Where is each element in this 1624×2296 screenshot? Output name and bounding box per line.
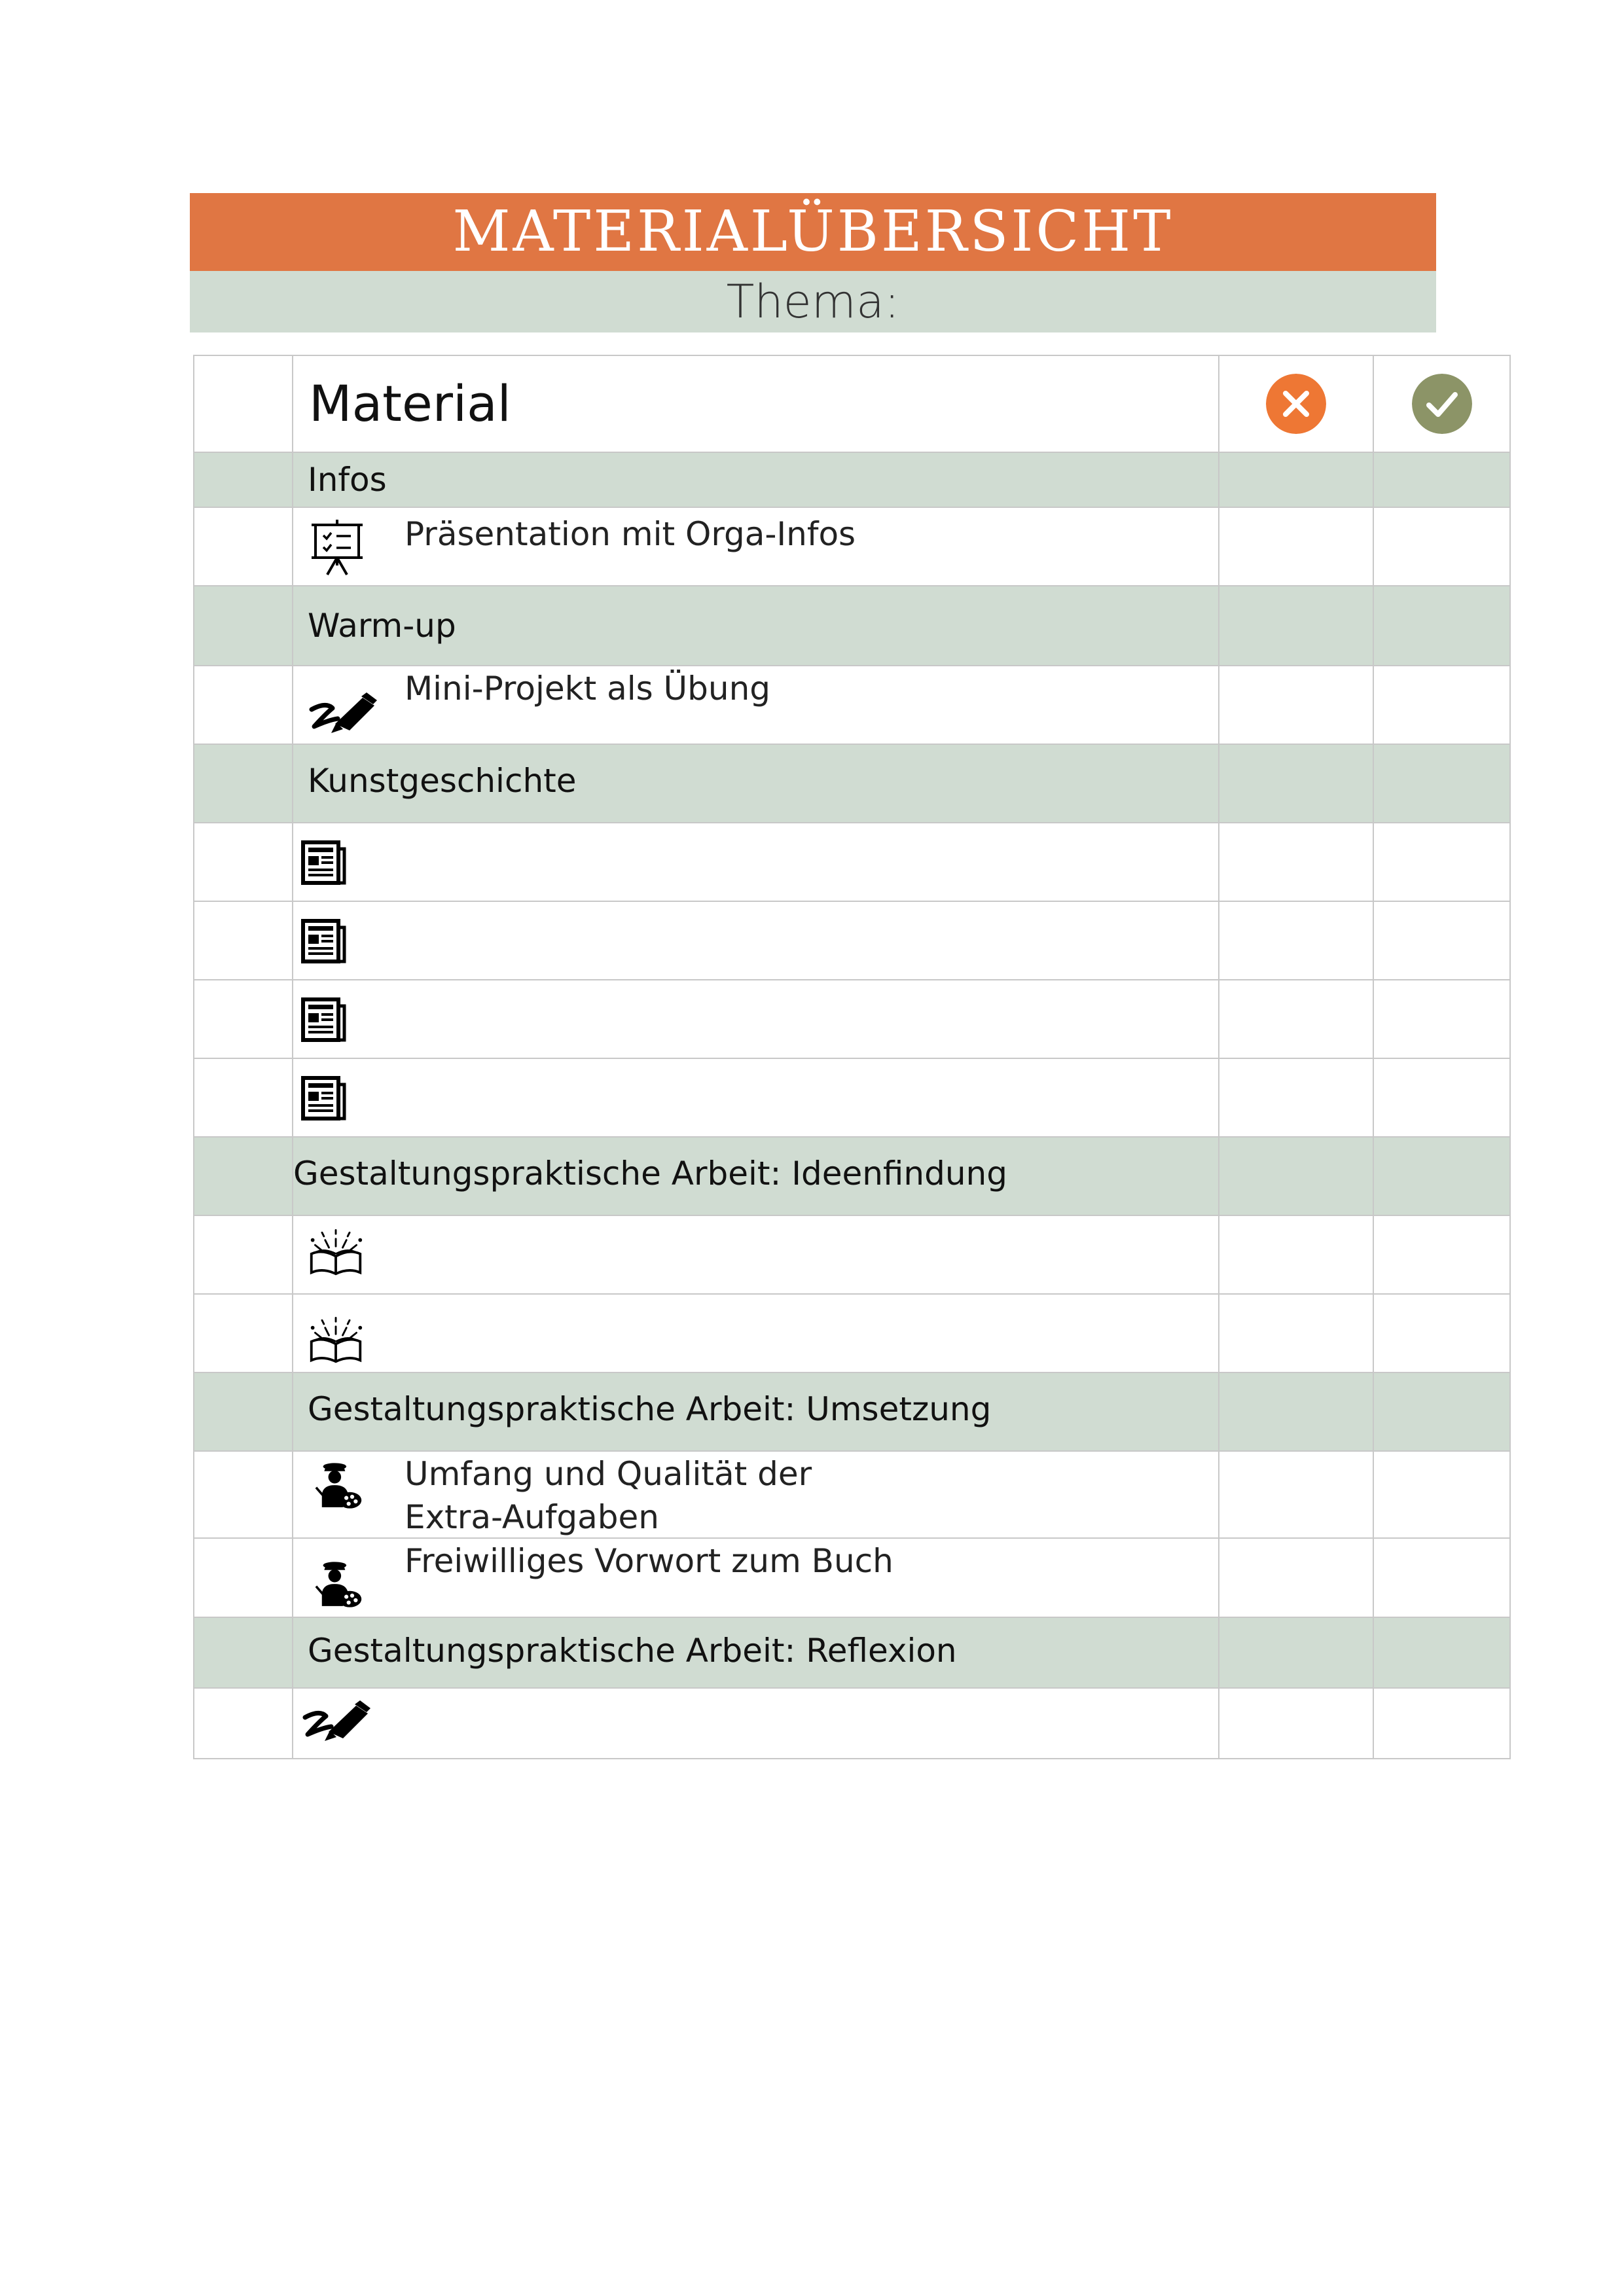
section-title: Warm-up (308, 607, 456, 645)
done-cell[interactable] (1373, 1617, 1510, 1688)
section-row-warmup (194, 586, 1510, 666)
table-row (194, 1058, 1510, 1137)
material-header-cell (293, 355, 1219, 452)
not-done-cell[interactable] (1219, 1215, 1373, 1294)
done-cell[interactable] (1373, 1372, 1510, 1451)
section-row-umsetzung (194, 1372, 1510, 1451)
table-row (194, 901, 1510, 980)
item-text: Präsentation mit Orga-Infos (405, 515, 856, 553)
page-title: MATERIALÜBERSICHT (190, 193, 1436, 271)
not-done-cell[interactable] (1219, 980, 1373, 1058)
table-row (194, 1215, 1510, 1294)
not-done-cell[interactable] (1219, 1451, 1373, 1538)
table-row (194, 1688, 1510, 1759)
done-cell[interactable] (1373, 586, 1510, 666)
section-title: Gestaltungspraktische Arbeit: Reflexion (308, 1632, 957, 1670)
not-done-cell[interactable] (1219, 1538, 1373, 1617)
section-title: Gestaltungspraktische Arbeit: Ideenfindung (293, 1155, 1007, 1193)
table-row (194, 1538, 1510, 1617)
table-row (194, 507, 1510, 586)
done-cell[interactable] (1373, 744, 1510, 823)
table-header-row (194, 355, 1510, 452)
pen-signature-icon (300, 1700, 372, 1746)
not-done-cell[interactable] (1219, 1294, 1373, 1372)
not-done-cell[interactable] (1219, 901, 1373, 980)
item-text: Freiwilliges Vorwort zum Buch (405, 1542, 893, 1580)
done-cell[interactable] (1373, 1294, 1510, 1372)
section-title: Gestaltungspraktische Arbeit: Umsetzung (308, 1390, 992, 1428)
artist-palette-icon (310, 1558, 363, 1611)
newspaper-icon (301, 1075, 347, 1121)
not-done-cell[interactable] (1219, 1688, 1373, 1759)
open-book-sparkle-icon (308, 1309, 364, 1365)
done-header-cell (1373, 355, 1510, 452)
done-cell[interactable] (1373, 666, 1510, 744)
not-done-cell[interactable] (1219, 1058, 1373, 1137)
x-circle-icon (1266, 374, 1326, 434)
done-cell[interactable] (1373, 1137, 1510, 1215)
not-done-cell[interactable] (1219, 744, 1373, 823)
table-row (194, 1294, 1510, 1372)
table-row (194, 1451, 1510, 1538)
done-cell[interactable] (1373, 1538, 1510, 1617)
section-row-kunstgeschichte (194, 744, 1510, 823)
not-done-cell[interactable] (1219, 1617, 1373, 1688)
not-done-cell[interactable] (1219, 1372, 1373, 1451)
done-cell[interactable] (1373, 1058, 1510, 1137)
done-cell[interactable] (1373, 1451, 1510, 1538)
done-cell[interactable] (1373, 1688, 1510, 1759)
topic-label: Thema: (190, 271, 1436, 332)
not-done-cell[interactable] (1219, 666, 1373, 744)
material-header: Material (309, 374, 511, 433)
empty-cell (194, 355, 293, 452)
newspaper-icon (301, 997, 347, 1043)
section-title: Infos (308, 461, 387, 499)
not-done-cell[interactable] (1219, 586, 1373, 666)
material-table (193, 355, 1511, 1759)
not-done-cell[interactable] (1219, 823, 1373, 901)
done-cell[interactable] (1373, 980, 1510, 1058)
newspaper-icon (301, 918, 347, 964)
pen-signature-icon (306, 692, 378, 738)
item-text-line-2: Extra-Aufgaben (405, 1498, 659, 1536)
section-row-infos (194, 452, 1510, 507)
item-text-line-1: Umfang und Qualität der (405, 1455, 812, 1493)
presentation-board-icon (308, 518, 367, 577)
section-title: Kunstgeschichte (308, 762, 577, 800)
done-cell[interactable] (1373, 452, 1510, 507)
check-circle-icon (1412, 374, 1472, 434)
artist-palette-icon (310, 1460, 363, 1512)
done-cell[interactable] (1373, 1215, 1510, 1294)
not-done-header-cell (1219, 355, 1373, 452)
table-row (194, 666, 1510, 744)
not-done-cell[interactable] (1219, 1137, 1373, 1215)
section-row-reflexion (194, 1617, 1510, 1688)
table-row (194, 980, 1510, 1058)
newspaper-icon (301, 840, 347, 886)
done-cell[interactable] (1373, 901, 1510, 980)
not-done-cell[interactable] (1219, 507, 1373, 586)
section-row-ideenfindung (194, 1137, 1510, 1215)
done-cell[interactable] (1373, 507, 1510, 586)
done-cell[interactable] (1373, 823, 1510, 901)
table-row (194, 823, 1510, 901)
not-done-cell[interactable] (1219, 452, 1373, 507)
item-text: Mini-Projekt als Übung (405, 670, 771, 708)
open-book-sparkle-icon (308, 1221, 364, 1278)
